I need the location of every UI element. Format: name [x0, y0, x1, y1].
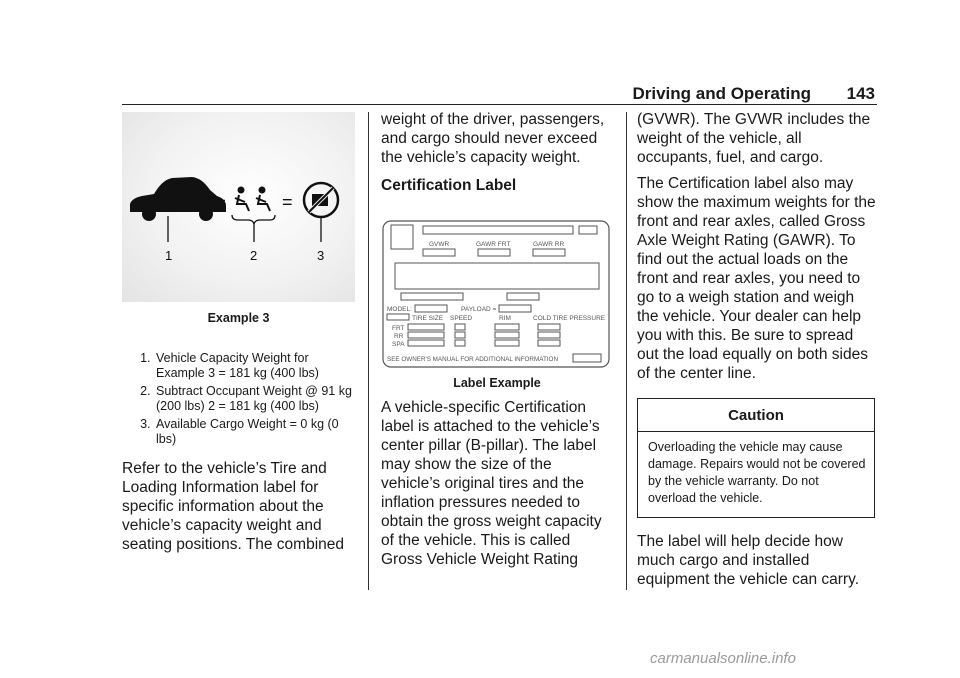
- body-paragraph: The label will help decide how much cargo and installed equipment the vehicle can carry.: [637, 533, 859, 588]
- certification-label-graphic: [381, 199, 613, 374]
- label-gawr-frt: GAWR FRT: [476, 241, 511, 248]
- no-cargo-icon: [304, 183, 338, 217]
- figure-caption: Label Example: [453, 376, 541, 390]
- capacity-diagram: [122, 112, 355, 302]
- label-payload: PAYLOAD =: [461, 306, 497, 313]
- occupant-bracket: [232, 215, 275, 224]
- label-rim: RIM: [499, 315, 511, 322]
- callout-3: 3: [317, 248, 325, 263]
- column-divider-2: [626, 112, 627, 590]
- watermark: carmanualsonline.info: [650, 650, 796, 667]
- caution-title: Caution: [638, 399, 874, 432]
- label-spa: SPA: [392, 341, 405, 348]
- label-model: MODEL:: [387, 306, 412, 313]
- column-2: [381, 110, 613, 569]
- label-speed: SPEED: [450, 315, 473, 322]
- figure-caption: Example 3: [207, 311, 270, 325]
- section-title: Driving and Operating: [632, 84, 811, 103]
- label-gawr-rr: GAWR RR: [533, 241, 565, 248]
- column-divider-1: [368, 112, 369, 590]
- callout-1: 1: [165, 248, 173, 263]
- label-footer: SEE OWNER'S MANUAL FOR ADDITIONAL INFORMATION: [387, 356, 558, 363]
- label-gvwr: GVWR: [429, 241, 450, 248]
- body-paragraph: A vehicle-specific Certification label is attached to the vehicle’s center pillar (B-pillar). The label may show the size of the vehicle’s original tires and the inflation pressures needed to obtain the gross weight capacity of the vehicle. This is called Gross Vehicle Weight Rating: [381, 399, 602, 568]
- column-3: [637, 110, 877, 589]
- callout-2: 2: [250, 248, 258, 263]
- label-tire-size: TIRE SIZE: [412, 315, 444, 322]
- car-icon: [130, 177, 226, 221]
- weight-list: [122, 351, 355, 447]
- list-item: 1. Vehicle Capacity Weight for Example 3 = 181 kg (400 lbs): [154, 351, 355, 381]
- capacity-diagram-graphic: [122, 112, 355, 302]
- caution-text: Overloading the vehicle may cause damage. Repairs would not be covered by the vehicle warranty. Do not overload the vehicle.: [648, 440, 866, 505]
- list-item: 3. Available Cargo Weight = 0 kg (0 lbs): [154, 417, 355, 447]
- body-paragraph: Refer to the vehicle’s Tire and Loading Information label for specific information about the vehicle’s capacity weight and seating positions. The combined: [122, 460, 345, 553]
- label-cold-tire-pressure: COLD TIRE PRESSURE: [533, 315, 606, 322]
- label-rr: RR: [394, 333, 404, 340]
- equals-sign: =: [282, 192, 293, 212]
- body-paragraph: (GVWR). The GVWR includes the weight of the vehicle, all occupants, fuel, and cargo.: [637, 111, 871, 166]
- label-frt: FRT: [392, 325, 405, 332]
- minus-sign: –: [215, 189, 226, 209]
- body-paragraph: The Certification label also may show the maximum weights for the front and rear axles, called Gross Axle Weight Rating (GAWR). To find out the actual loads on the front and rear axles, you need to go to a weigh station and weigh the vehicle. Your dealer can help you with this. Be sure to spread out the load equally on both sides of the center line.: [637, 175, 876, 382]
- caution-box: [637, 398, 875, 518]
- page-number: 143: [846, 84, 875, 103]
- page-header: [122, 82, 877, 105]
- certification-label-figure: [381, 199, 613, 374]
- section-heading: Certification Label: [381, 177, 517, 194]
- list-item: 2. Subtract Occupant Weight @ 91 kg (200 lbs) 2 = 181 kg (400 lbs): [154, 384, 355, 414]
- body-paragraph: weight of the driver, passengers, and cargo should never exceed the vehicle’s capacity weight.: [381, 111, 605, 166]
- column-1: [122, 110, 355, 554]
- occupant-icon: [235, 187, 270, 212]
